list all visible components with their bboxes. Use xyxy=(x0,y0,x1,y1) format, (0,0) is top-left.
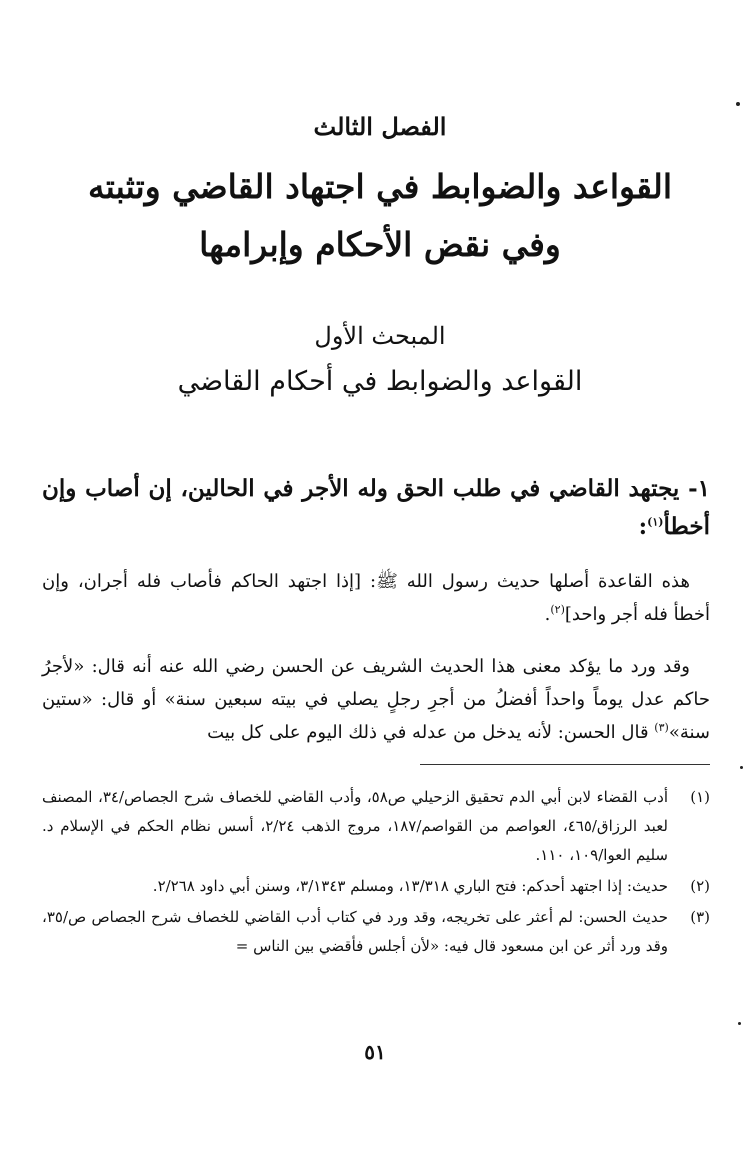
footnotes xyxy=(42,783,710,963)
footnote-text: حديث الحسن: لم أعثر على تخريجه، وقد ورد في كتاب أدب القاضي للخصاف شرح الجصاص ص/٣٥، وقد ورد أثر عن ابن مسعود قال فيه: «لأن أجلس فأقضي بين الناس = xyxy=(42,908,668,955)
paragraph-2-footnote-ref: (٣) xyxy=(654,721,669,734)
paragraph-1-footnote-ref: (٢) xyxy=(550,603,565,616)
footnote-number: (١) xyxy=(690,788,710,806)
scan-speck xyxy=(738,1022,741,1025)
page-number: ٥١ xyxy=(364,1040,386,1064)
footnote-divider xyxy=(420,764,710,765)
paragraph-1 xyxy=(42,565,710,631)
paragraph-2-tail: قال الحسن: لأنه يدخل من عدله في ذلك اليوم على كل بيت xyxy=(207,722,655,743)
rule-footnote-ref: (١) xyxy=(647,515,664,529)
footnote-item xyxy=(42,872,710,901)
chapter-title-line-1: القواعد والضوابط في اجتهاد القاضي وتثبته xyxy=(87,167,673,206)
paragraph-1-text: هذه القاعدة أصلها حديث رسول الله ﷺ: [إذا اجتهد الحاكم فأصاب فله أجران، وإن أخطأ فله أجر واحد] xyxy=(42,571,710,625)
paragraph-1-tail: . xyxy=(544,604,551,625)
chapter-title-line-2: وفي نقض الأحكام وإبرامها xyxy=(199,225,561,264)
paragraph-2-text: وقد ورد ما يؤكد معنى هذا الحديث الشريف عن الحسن رضي الله عنه أنه قال: «لأجرُ حاكم عدل يوماً واحداً أفضلُ من أجرِ رجلٍ يصلي في بيته سبعين سنة» أو قال: «ستين سنة» xyxy=(42,656,710,743)
chapter-label: الفصل الثالث xyxy=(313,112,447,141)
rule-text: ١- يجتهد القاضي في طلب الحق وله الأجر في الحالين، إن أصاب وإن أخطأ xyxy=(42,475,710,540)
scan-speck xyxy=(740,766,743,769)
scan-speck xyxy=(736,102,740,106)
footnote-item xyxy=(42,783,710,870)
rule-heading xyxy=(42,470,710,546)
chapter-title xyxy=(60,158,700,274)
section-title: القواعد والضوابط في أحكام القاضي xyxy=(177,366,583,397)
rule-colon: : xyxy=(638,513,648,540)
section-label: المبحث الأول xyxy=(314,322,446,350)
footnote-number: (٣) xyxy=(690,908,710,926)
paragraph-2 xyxy=(42,650,710,749)
footnote-number: (٢) xyxy=(690,877,710,895)
footnote-text: أدب القضاء لابن أبي الدم تحقيق الزحيلي ص٥٨، وأدب القاضي للخصاف شرح الجصاص/٣٤، المصنف لعبد الرزاق/٤٦٥، العواصم من القواصم/١٨٧، مروج الذهب ٢/٢٤، أسس نظام الحكم في الإسلام د. سليم العوا/١٠٩، ١١٠. xyxy=(42,788,669,864)
footnote-text: حديث: إذا اجتهد أحدكم: فتح الباري ١٣/٣١٨، ومسلم ٣/١٣٤٣، وسنن أبي داود ٢/٢٦٨. xyxy=(152,877,668,895)
footnote-item xyxy=(42,903,710,961)
